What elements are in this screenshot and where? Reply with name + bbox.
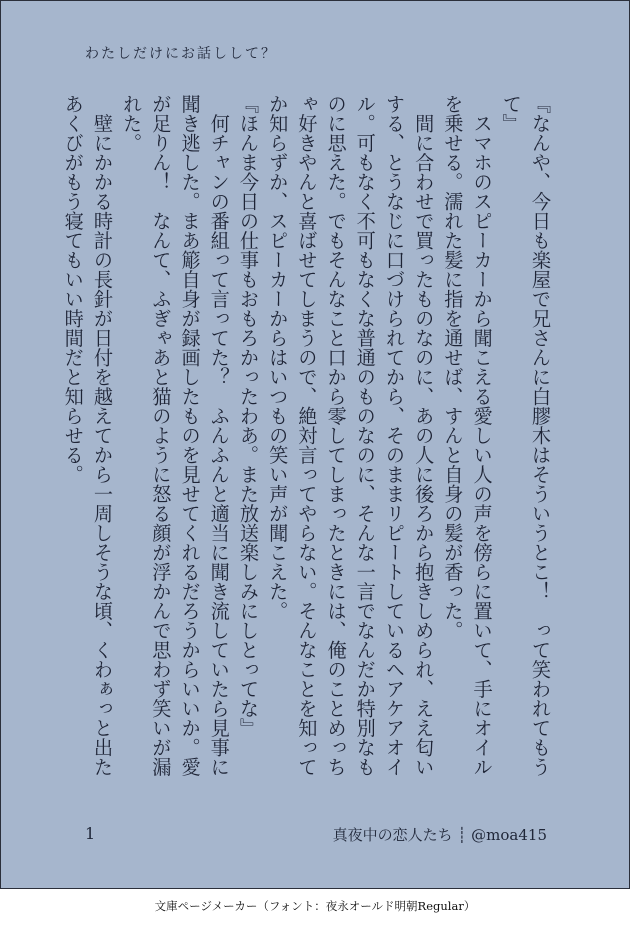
paragraph: スマホのスピーカーから聞こえる愛しい人の声を傍らに置いて、手にオイルを乗せる。濡れた髪に指を通せば、すんと自身の髪が香った。 [441, 94, 494, 777]
generator-caption: 文庫ページメーカー（フォント：夜永オールド明朝Regular） [154, 899, 476, 913]
paragraph: 何チャンの番組って言ってた？ ふんふんと適当に聞き流していたら見事に聞き逃した。まあ簓自身が録画したものを見せてくれるだろうからいいか。愛が足りん！ なんて、ふぎゃあと猫のように怒る顔が浮かんで思わず笑いが漏れた。 [120, 94, 231, 777]
paragraph: 『なんや、今日も楽屋で兄さんに白膠木はそういうとこ！ って笑われてもうて』 [499, 94, 552, 777]
paragraph: 『ほんま今日の仕事もおもろかったわあ。また放送楽しみにしとってな』 [236, 94, 260, 738]
page-title: わたしだけにお話しして？ [85, 46, 277, 62]
paragraph: 壁にかかる時計の長針が日付を越えてから一周しそうな頃、くわぁっと出たあくびがもう寝てもいい時間だと知らせる。 [61, 94, 114, 777]
footer-credit: 真夜中の恋人たち ┊ @moa415 [332, 826, 547, 844]
paragraph: 間に合わせで買ったものなのに、あの人に後ろから抱きしめられ、ええ匂いする、とうなじに口づけられてから、そのままリピートしているヘアケアオイル。可もなく不可もなくな普通のものなのに、そんな一言でなんだか特別なものに思えた。でもそんなこと口から零してしまったときには、俺のことめっちゃ好きやんと喜ばせてしまうので、絶対言ってやらない。そんなことを知ってか知らずか、スピーカーからはいつもの笑い声が聞こえた。 [266, 94, 436, 777]
page-number: 1 [85, 824, 96, 843]
vertical-body-text [61, 94, 555, 784]
